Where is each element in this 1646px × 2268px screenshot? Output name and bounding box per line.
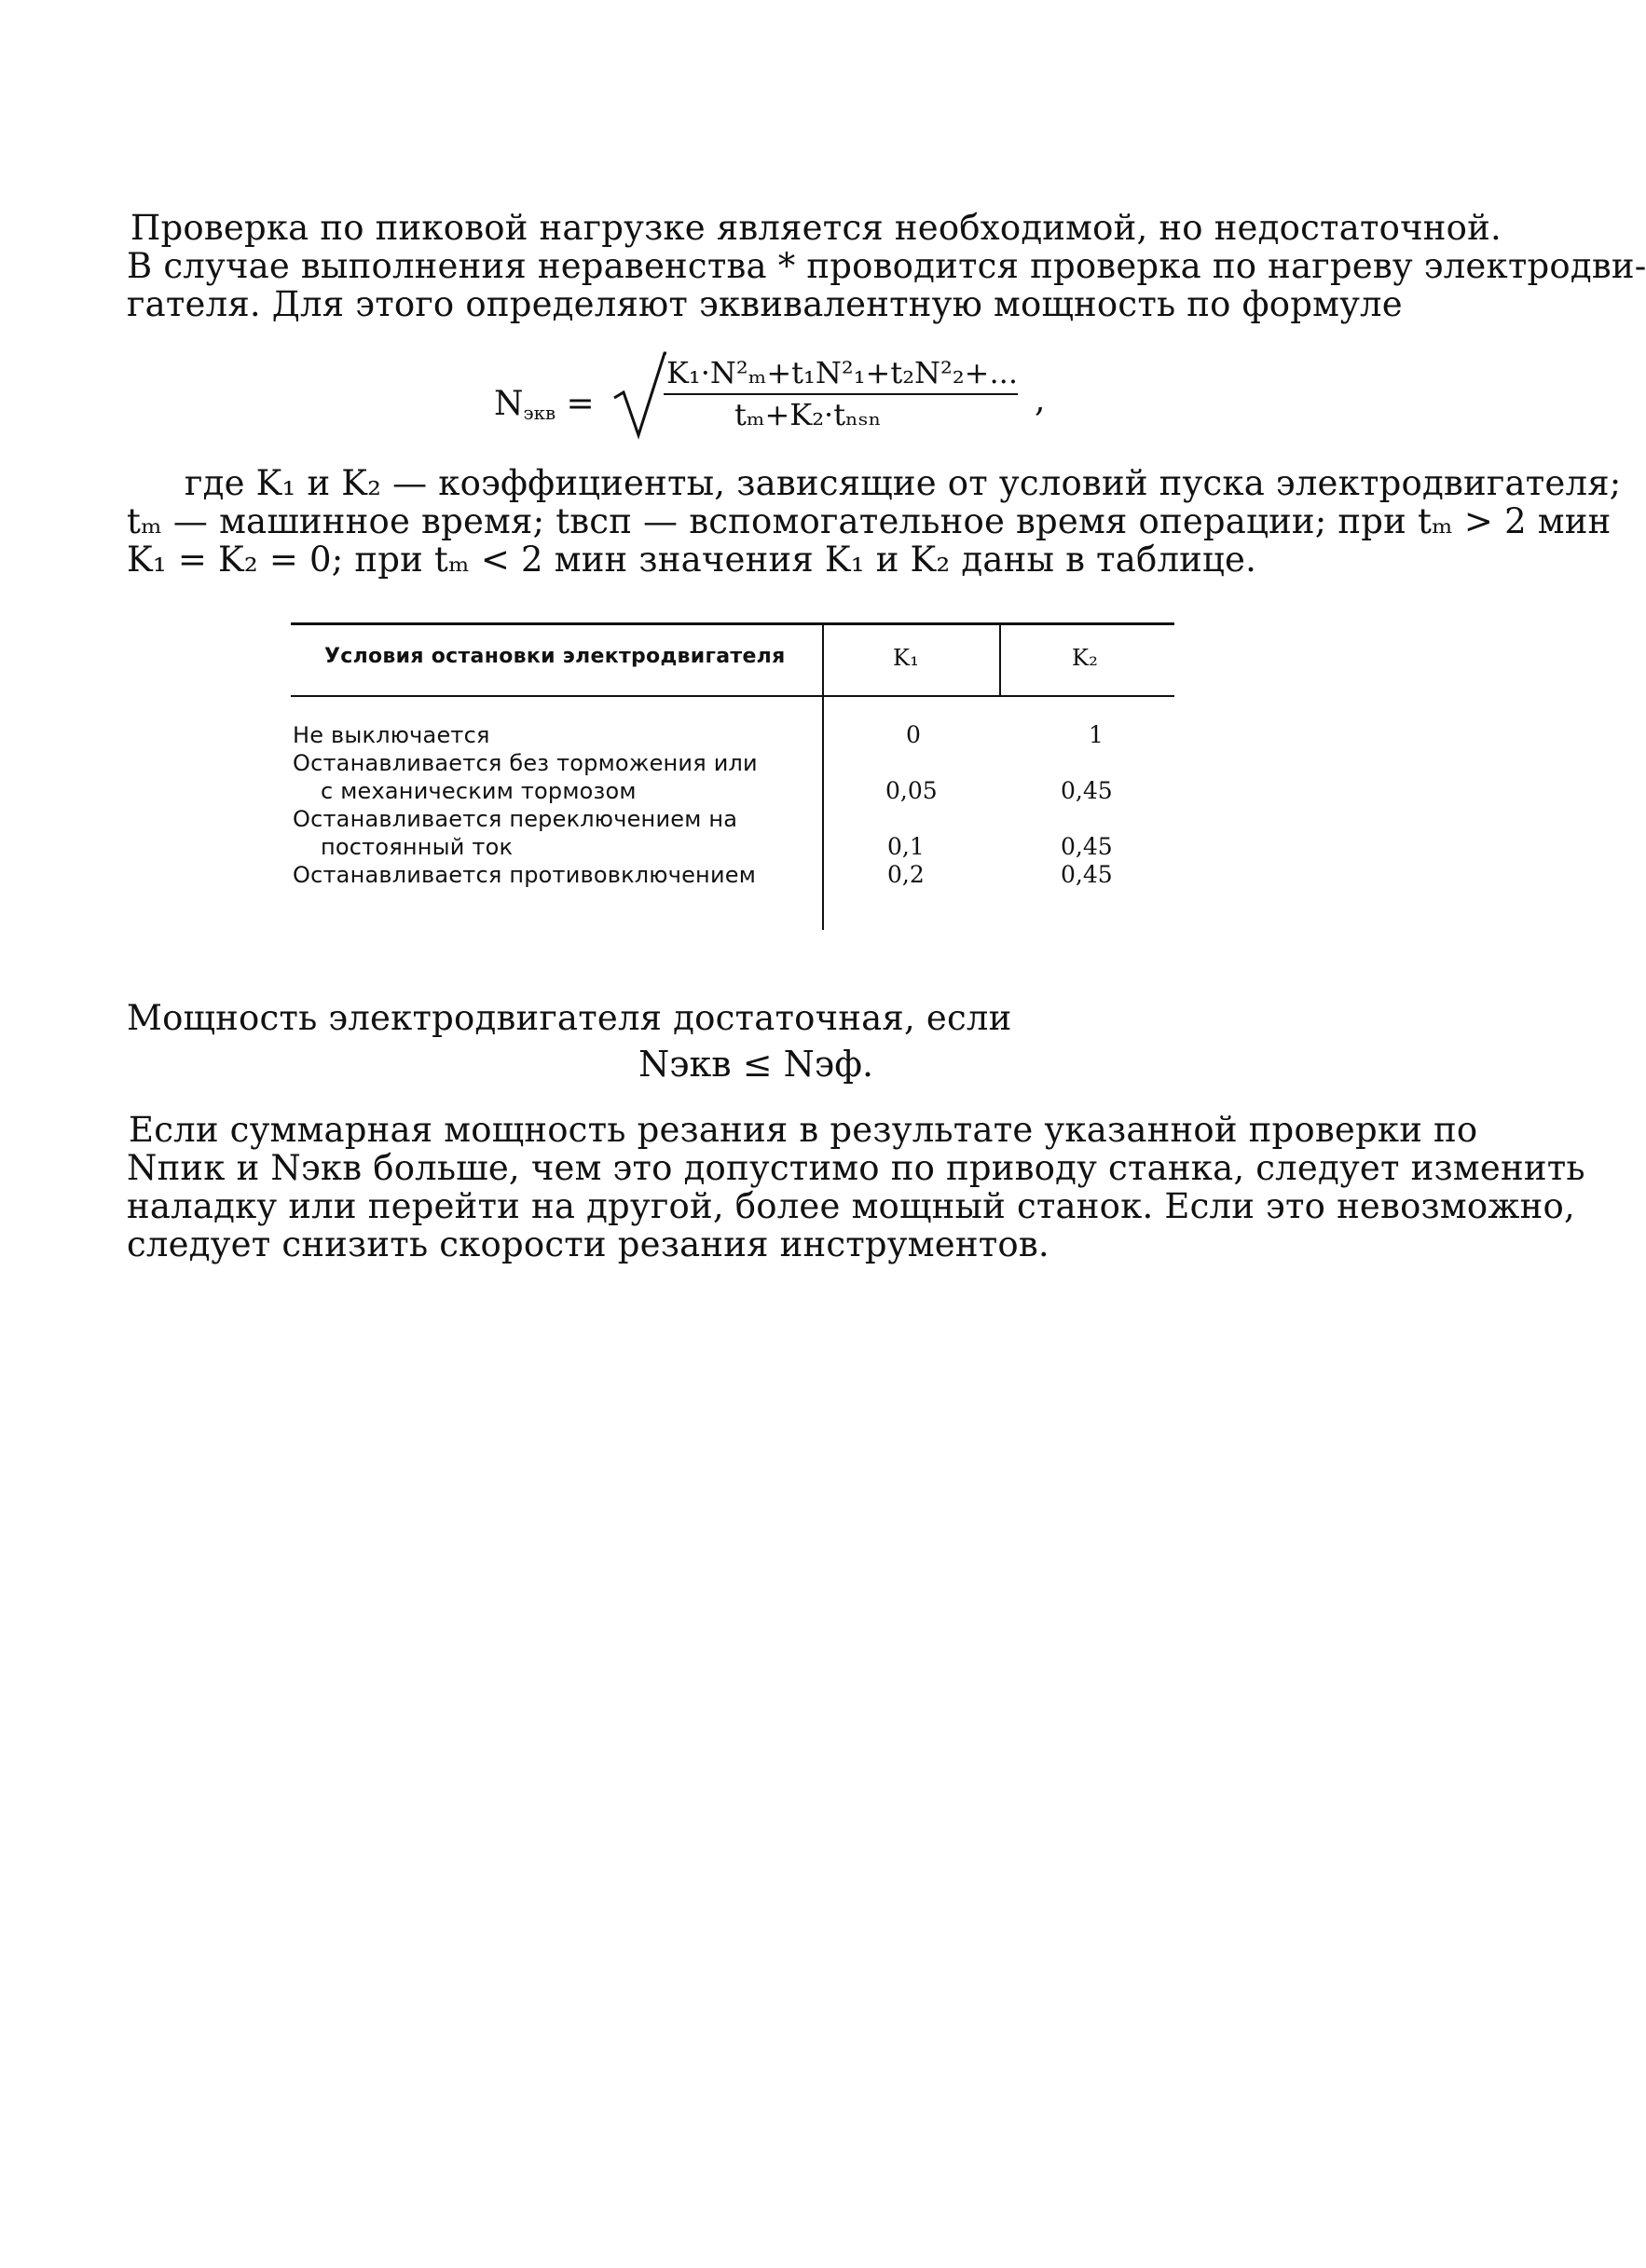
table-header-rule	[291, 695, 1174, 697]
paragraph-line: K₁ = K₂ = 0; при tₘ < 2 мин значения K₁ и K₂ даны в таблице.	[127, 540, 1257, 580]
equivalent-power-formula	[494, 349, 1046, 443]
paragraph-peak-load-check	[127, 208, 1646, 324]
paragraph-sufficient-condition	[127, 999, 1409, 1037]
paragraph-line: В случае выполнения неравенства * проводится проверка по нагреву электродви-	[127, 246, 1646, 286]
table-cell-k1: 0,2	[887, 861, 925, 888]
table-header-condition: Условия остановки электродвигателя	[324, 645, 786, 668]
formula-numerator: K₁·N²ₘ+t₁N²₁+t₂N²₂+...	[666, 355, 1018, 390]
paragraph-line: гателя. Для этого определяют эквивалентную мощность по формуле	[127, 284, 1403, 324]
table-row-condition: Останавливается противовключением	[293, 862, 757, 888]
coefficients-table	[291, 622, 1174, 930]
paragraph-line: Если суммарная мощность резания в результате указанной проверки по	[129, 1110, 1478, 1150]
table-cell-k1: 0,05	[885, 777, 938, 804]
table-cell-k2: 0,45	[1061, 861, 1113, 888]
table-row-condition: Останавливается без торможения или с механическим тормозом	[293, 750, 758, 804]
table-cell-k1: 0	[906, 721, 921, 748]
formula-comma: ,	[1035, 381, 1046, 419]
formula-denominator: tₘ+K₂·tₙₛₙ	[734, 397, 882, 432]
paragraph-line: следует снизить скорости резания инструментов.	[127, 1224, 1049, 1264]
paragraph-line: Проверка по пиковой нагрузке является необходимой, но недостаточной.	[130, 208, 1502, 248]
table-column-divider	[822, 622, 824, 930]
paragraph-line: Мощность электродвигателя достаточная, если	[127, 998, 1012, 1038]
paragraph-line: наладку или перейти на другой, более мощный станок. Если это невозможно,	[127, 1186, 1575, 1226]
paragraph-line: Nпик и Nэкв больше, чем это допустимо по приводу станка, следует изменить	[127, 1148, 1585, 1188]
table-cell-k1: 0,1	[887, 833, 925, 860]
paragraph-line: где K₁ и K₂ — коэффициенты, зависящие от условий пуска электродвигателя;	[185, 463, 1622, 503]
paragraph-cutting-power-conclusion	[127, 1110, 1585, 1264]
fraction-bar	[664, 393, 1018, 395]
paragraph-coefficients	[127, 463, 1622, 580]
table-header-k1: K₁	[893, 645, 920, 671]
table-row-condition: Останавливается переключением на постоянный ток	[293, 806, 738, 860]
table-header-k2: K₂	[1072, 645, 1099, 671]
square-root-sign	[610, 349, 666, 443]
table-column-divider	[999, 622, 1001, 695]
table-row-condition: Не выключается	[293, 722, 490, 748]
table-cell-k2: 1	[1089, 721, 1104, 748]
power-sufficiency-inequality: Nэкв ≤ Nэф.	[638, 1044, 874, 1085]
formula-lhs: $N_{экв}$ =	[494, 385, 595, 424]
table-cell-k2: 0,45	[1061, 777, 1113, 804]
table-top-rule	[291, 622, 1174, 625]
paragraph-line: tₘ — машинное время; tвсп — вспомогательное время операции; при tₘ > 2 мин	[127, 501, 1612, 541]
table-cell-k2: 0,45	[1061, 833, 1113, 860]
